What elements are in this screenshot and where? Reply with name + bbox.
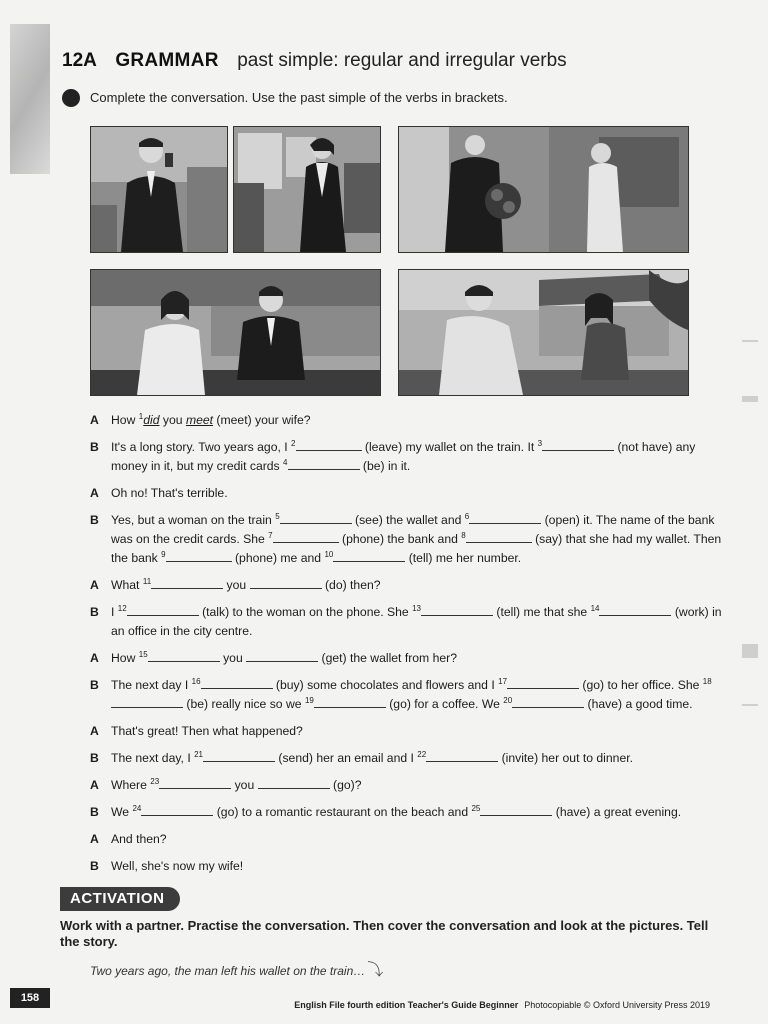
- speaker-label: A: [90, 578, 99, 592]
- answer-blank[interactable]: [148, 650, 220, 662]
- line-segment: (see) the wallet and: [351, 513, 465, 527]
- speaker-label: B: [90, 805, 99, 819]
- line-text: Oh no! That's terrible.: [111, 486, 228, 500]
- unit-code: 12A: [62, 50, 97, 71]
- line-text: [111, 438, 730, 476]
- answer-blank[interactable]: [127, 604, 199, 616]
- line-segment: (meet) your wife?: [213, 413, 311, 427]
- edge-mark: [742, 396, 758, 402]
- answer-blank[interactable]: [151, 577, 223, 589]
- picture-man-on-phone: [90, 126, 228, 253]
- dialogue-line: [90, 411, 730, 430]
- answer-blank[interactable]: [141, 804, 213, 816]
- line-segment: (open) it. The name of the bank was on the credit cards. She: [111, 513, 715, 546]
- line-text: [111, 649, 730, 668]
- picture-couple-restaurant: [398, 269, 689, 396]
- answer-blank[interactable]: [201, 677, 273, 689]
- answer-blank[interactable]: [203, 750, 275, 762]
- gap-number: 18: [702, 677, 712, 686]
- dialogue-line: [90, 438, 730, 476]
- line-segment: (tell) me her number.: [405, 551, 522, 565]
- book-title: English File fourth edition Teacher's Guide Beginner: [294, 1000, 519, 1010]
- line-segment: (work) in an office in the city centre.: [111, 605, 722, 638]
- gap-number: 15: [138, 650, 148, 659]
- copyright-notice: Photocopiable © Oxford University Press 2019: [524, 1000, 710, 1010]
- answer-blank[interactable]: [599, 604, 671, 616]
- answer-blank[interactable]: [111, 696, 183, 708]
- line-segment: (buy) some chocolates and flowers and I: [272, 678, 499, 692]
- gap-number: 4: [283, 458, 288, 467]
- gap-number: 16: [191, 677, 201, 686]
- line-segment: The next day I: [111, 678, 192, 692]
- speaker-label: A: [90, 486, 99, 500]
- answer-blank[interactable]: [166, 550, 232, 562]
- speaker-label: B: [90, 440, 99, 454]
- gap-number: 10: [324, 550, 334, 559]
- answer-blank[interactable]: [512, 696, 584, 708]
- line-segment: (have) a good time.: [584, 697, 693, 711]
- line-text: [111, 803, 730, 822]
- picture-woman-on-train: [233, 126, 381, 253]
- answer-blank[interactable]: [296, 439, 362, 451]
- dialogue-line: [90, 603, 730, 641]
- instruction-text: Complete the conversation. Use the past simple of the verbs in brackets.: [90, 90, 508, 105]
- line-text: And then?: [111, 832, 167, 846]
- gap-number: 14: [590, 604, 600, 613]
- line-segment: (be) in it.: [359, 459, 411, 473]
- line-segment: (phone) the bank and: [338, 532, 462, 546]
- line-segment: (send) her an email and I: [275, 751, 418, 765]
- line-segment: you: [219, 651, 247, 665]
- line-segment: How: [111, 413, 139, 427]
- line-segment: Yes, but a woman on the train: [111, 513, 276, 527]
- gap-number: 17: [498, 677, 508, 686]
- line-segment: (not have) any money in it, but my credit cards: [111, 440, 696, 473]
- conversation: [90, 411, 730, 884]
- gap-number: 8: [461, 531, 466, 540]
- line-text: [111, 411, 730, 430]
- edge-mark: [742, 340, 758, 342]
- gap-number: 11: [142, 577, 152, 586]
- speaker-label: A: [90, 413, 99, 427]
- line-segment: The next day, I: [111, 751, 195, 765]
- line-segment: (get) the wallet from her?: [318, 651, 457, 665]
- example-sentence: [90, 957, 383, 980]
- line-segment: (say) that she had my wallet. Then the bank: [111, 532, 722, 565]
- answer-blank[interactable]: [246, 650, 318, 662]
- answer-blank[interactable]: [469, 512, 541, 524]
- dialogue-line: [90, 649, 730, 668]
- line-segment: (go)?: [329, 778, 362, 792]
- line-text: [111, 511, 730, 568]
- dialogue-line: [90, 484, 730, 503]
- line-segment: you: [231, 778, 258, 792]
- line-text: That's great! Then what happened?: [111, 724, 303, 738]
- gap-number: 24: [132, 804, 142, 813]
- line-segment: (go) to a romantic restaurant on the beach and: [213, 805, 472, 819]
- page-number: 158: [10, 988, 50, 1008]
- dialogue-line: [90, 803, 730, 822]
- dialogue-line: [90, 511, 730, 568]
- page-title: [62, 50, 567, 72]
- speaker-label: B: [90, 678, 99, 692]
- line-segment: (invite) her out to dinner.: [498, 751, 633, 765]
- gap-number: 23: [150, 777, 160, 786]
- activation-badge: ACTIVATION: [60, 887, 180, 911]
- section-title: GRAMMAR: [115, 50, 219, 71]
- gap-number: 1: [138, 412, 144, 421]
- gap-number: 25: [471, 804, 481, 813]
- gap-number: 2: [291, 439, 296, 448]
- gap-number: 6: [464, 512, 470, 521]
- line-segment: you: [223, 578, 250, 592]
- gap-number: 21: [194, 750, 204, 759]
- speaker-label: B: [90, 751, 99, 765]
- line-segment: Where: [111, 778, 151, 792]
- line-text: [111, 676, 730, 714]
- line-text: [111, 576, 730, 595]
- edge-mark: [742, 704, 758, 706]
- gap-number: 5: [275, 512, 280, 521]
- answer-blank[interactable]: [280, 512, 352, 524]
- answer-blank[interactable]: [159, 777, 231, 789]
- topic-title: past simple: regular and irregular verbs: [237, 50, 567, 71]
- answer-blank[interactable]: [273, 531, 339, 543]
- dialogue-line: [90, 749, 730, 768]
- line-segment: (go) for a coffee. We: [385, 697, 504, 711]
- line-segment: What: [111, 578, 143, 592]
- line-text: Well, she's now my wife!: [111, 859, 244, 873]
- answer-blank[interactable]: [314, 696, 386, 708]
- gap-number: 20: [503, 696, 513, 705]
- line-segment: (leave) my wallet on the train. It: [361, 440, 538, 454]
- line-text: [111, 749, 730, 768]
- line-segment: (go) to her office. She: [579, 678, 703, 692]
- example-answer: meet: [185, 413, 214, 427]
- speaker-label: A: [90, 724, 99, 738]
- answer-blank[interactable]: [250, 577, 322, 589]
- speaker-label: A: [90, 651, 99, 665]
- picture-man-with-flowers: [398, 126, 689, 253]
- line-segment: It's a long story. Two years ago, I: [111, 440, 292, 454]
- activation-instruction: Work with a partner. Practise the conversation. Then cover the conversation and look at the pictures. Tell the story.: [60, 918, 709, 949]
- line-segment: (have) a great evening.: [552, 805, 682, 819]
- line-segment: (tell) me that she: [493, 605, 591, 619]
- answer-blank[interactable]: [480, 804, 552, 816]
- line-text: [111, 776, 730, 795]
- scan-shadow: [10, 24, 50, 174]
- line-segment: (talk) to the woman on the phone. She: [198, 605, 413, 619]
- answer-blank[interactable]: [426, 750, 498, 762]
- answer-blank[interactable]: [288, 458, 360, 470]
- gap-number: 9: [161, 550, 166, 559]
- speaker-label: B: [90, 859, 99, 873]
- line-segment: I: [111, 605, 118, 619]
- continue-arrow-icon: ⤵: [367, 962, 384, 979]
- speaker-label: A: [90, 778, 99, 792]
- line-segment: (phone) me and: [231, 551, 325, 565]
- answer-blank[interactable]: [258, 777, 330, 789]
- line-segment: (be) really nice so we: [183, 697, 305, 711]
- answer-blank[interactable]: [507, 677, 579, 689]
- example-text: Two years ago, the man left his wallet on the train…: [90, 964, 366, 978]
- gap-number: 19: [304, 696, 314, 705]
- dialogue-line: [90, 722, 730, 741]
- speaker-label: B: [90, 513, 99, 527]
- dialogue-line: [90, 676, 730, 714]
- footer: [294, 1000, 710, 1010]
- edge-mark: [742, 644, 758, 658]
- gap-number: 7: [268, 531, 273, 540]
- exercise-bullet-icon: [62, 89, 80, 107]
- dialogue-line: [90, 776, 730, 795]
- dialogue-line: [90, 830, 730, 849]
- picture-couple-coffee: [90, 269, 381, 396]
- example-answer: did: [143, 413, 160, 427]
- dialogue-line: [90, 576, 730, 595]
- line-segment: We: [111, 805, 133, 819]
- gap-number: 12: [117, 604, 127, 613]
- speaker-label: A: [90, 832, 99, 846]
- line-segment: you: [159, 413, 186, 427]
- line-segment: (do) then?: [321, 578, 381, 592]
- line-text: [111, 603, 730, 641]
- gap-number: 22: [417, 750, 427, 759]
- answer-blank[interactable]: [542, 439, 614, 451]
- answer-blank[interactable]: [466, 531, 532, 543]
- gap-number: 13: [412, 604, 422, 613]
- answer-blank[interactable]: [421, 604, 493, 616]
- dialogue-line: [90, 857, 730, 876]
- answer-blank[interactable]: [333, 550, 405, 562]
- line-segment: How: [111, 651, 139, 665]
- gap-number: 3: [537, 439, 543, 448]
- speaker-label: B: [90, 605, 99, 619]
